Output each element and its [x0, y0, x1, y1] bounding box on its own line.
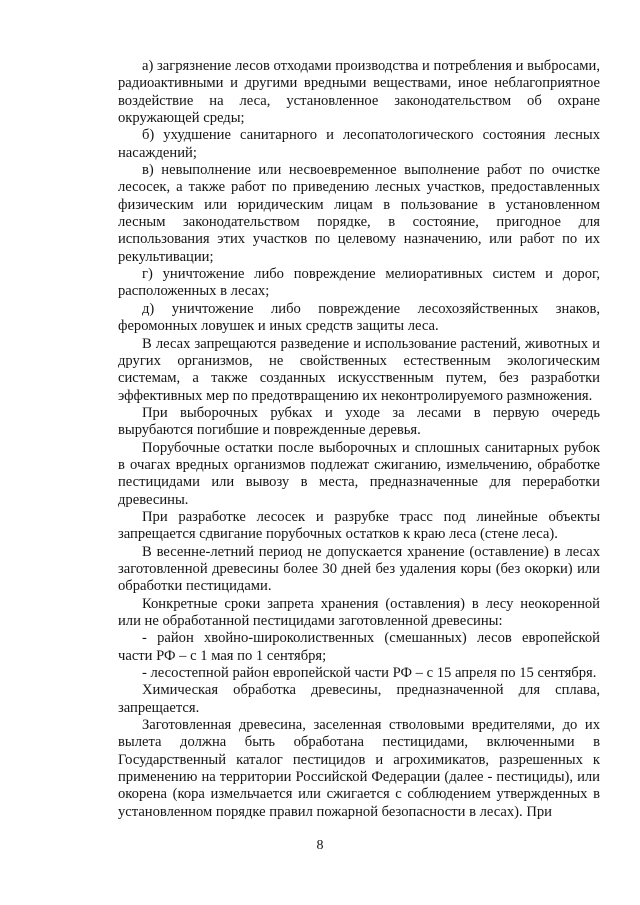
paragraph-cutting-areas: При разработке лесосек и разрубке трасс под линейные объекты запрещается сдвигание порубочных остатков к краю леса (стене леса). [118, 508, 600, 543]
paragraph-storage-period: В весенне-летний период не допускается хранение (оставление) в лесах заготовленной древесины более 30 дней без удаления коры (без окорки) или обработки пестицидами. [118, 543, 600, 595]
paragraph-item-g: г) уничтожение либо повреждение мелиоративных систем и дорог, расположенных в лесах; [118, 266, 600, 300]
paragraph-item-v: в) невыполнение или несвоевременное выполнение работ по очистке лесосек, а также работ по приведению лесных участков, предоставленных физическим или юридическим лицам в пользование в установленном лесным законодательством порядке, в состояние, пригодное для использования этих участков по целевому назначению, или работ по их рекультивации; [118, 162, 600, 265]
paragraph-felling-residues: Порубочные остатки после выборочных и сплошных санитарных рубок в очагах вредных организмов подлежат сжиганию, измельчению, обработке пестицидами или вывозу в места, предназначенные для переработки древесины. [118, 439, 600, 508]
paragraph-infested-wood: Заготовленная древесина, заселенная стволовыми вредителями, до их вылета должна быть обработана пестицидами, включенными в Государственный каталог пестицидов и агрохимикатов, разрешенных к применению на территории Российской Федерации (далее - пестициды), или окорена (кора измельчается или сжигается с соблюдением утвержденных в установленном порядке правил пожарной безопасности в лесах). При [118, 717, 600, 820]
paragraph-item-a: а) загрязнение лесов отходами производства и потребления и выбросами, радиоактивными и другими вредными веществами, иное неблагоприятное воздействие на леса, установленное законодательством об охране окружающей среды; [118, 58, 600, 127]
page-number: 8 [316, 838, 324, 853]
paragraph-selective-felling: При выборочных рубках и уходе за лесами в первую очередь вырубаются погибшие и поврежденные деревья. [118, 404, 600, 439]
paragraph-chemical-treatment: Химическая обработка древесины, предназначенной для сплава, запрещается. [118, 682, 600, 716]
paragraph-mixed-forest-zone: - район хвойно-широколиственных (смешанных) лесов европейской части РФ – с 1 мая по 1 сентября; [118, 630, 600, 664]
paragraph-alien-organisms: В лесах запрещаются разведение и использование растений, животных и других организмов, не свойственных естественным экологическим системам, а также созданных искусственным путем, без разработки эффективных мер по предотвращению их неконтролируемого размножения. [118, 335, 600, 404]
paragraph-item-d: д) уничтожение либо повреждение лесохозяйственных знаков, феромонных ловушек и иных средств защиты леса. [118, 300, 600, 335]
paragraph-storage-terms: Конкретные сроки запрета хранения (оставления) в лесу неокоренной или не обработанной пестицидами заготовленной древесины: [118, 595, 600, 629]
paragraph-forest-steppe-zone: - лесостепной район европейской части РФ – с 15 апреля по 15 сентября. [142, 665, 597, 682]
paragraph-item-b: б) ухудшение санитарного и лесопатологического состояния лесных насаждений; [118, 127, 600, 161]
body-text [118, 58, 600, 821]
